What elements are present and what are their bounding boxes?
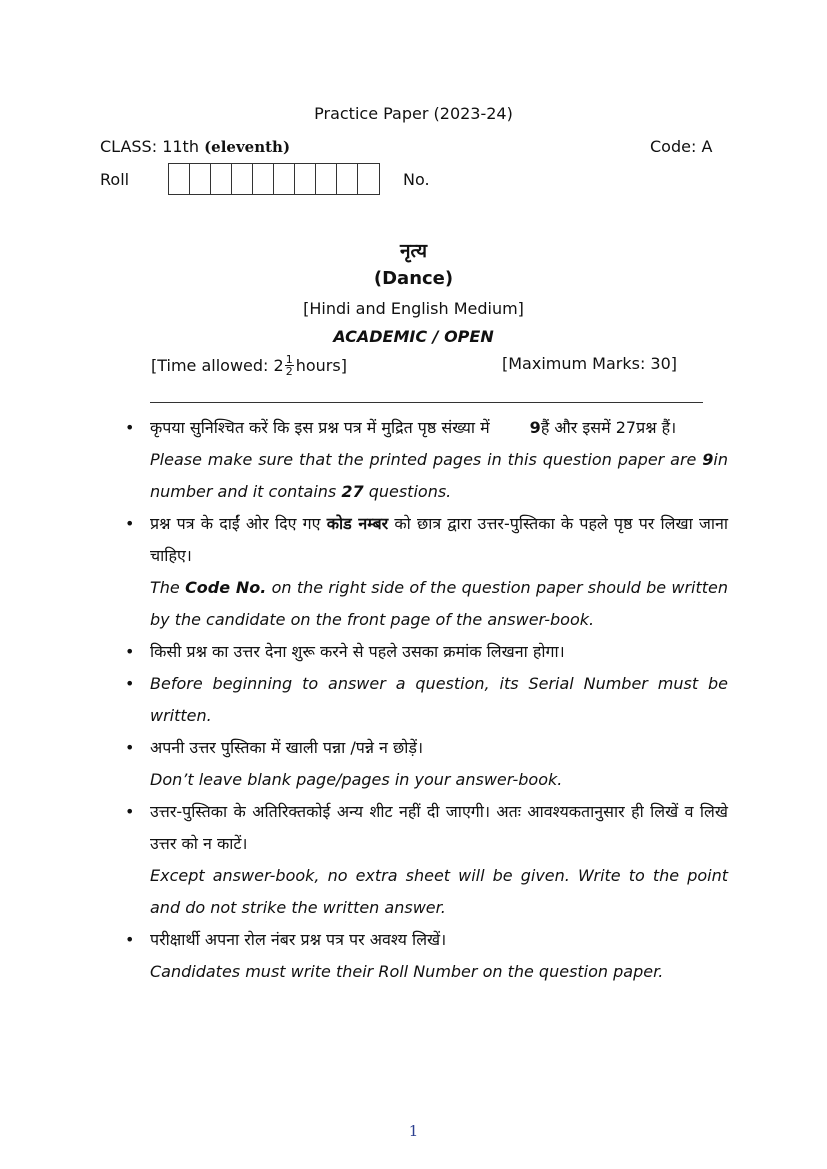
fraction-numerator: 1 (285, 353, 293, 366)
medium-note: [Hindi and English Medium] (303, 299, 524, 318)
instruction-hindi: • कृपया सुनिश्चित करें कि इस प्रश्न पत्र में मुद्रित पृष्ठ संख्या में 9हैं और इसमें 27प्रश्न हैं। (150, 418, 677, 437)
roll-box (316, 164, 337, 194)
roll-box (358, 164, 379, 194)
instruction-english: Except answer-book, no extra sheet will be given. Write to the point and do not strike the written answer. (150, 866, 728, 917)
instruction-item (150, 412, 728, 508)
instruction-item (150, 732, 728, 796)
subject-hindi: नृत्य (399, 240, 428, 262)
instruction-item (150, 796, 728, 924)
page-number: 1 (408, 1122, 419, 1140)
instruction-item (150, 636, 728, 668)
instructions-list (150, 412, 728, 988)
instruction-hindi: • किसी प्रश्न का उत्तर देना शुरू करने से पहले उसका क्रमांक लिखना होगा। (150, 642, 565, 661)
instruction-english: • Before beginning to answer a question, its Serial Number must be written. (150, 674, 728, 725)
time-suffix: hours] (295, 356, 347, 375)
time-fraction (285, 354, 294, 377)
fraction-denominator: 2 (285, 365, 293, 378)
class-label: CLASS: 11th (100, 137, 199, 156)
instruction-hindi: • उत्तर-पुस्तिका के अतिरिक्तकोई अन्य शीट नहीं दी जाएगी। अतः आवश्यकतानुसार ही लिखें व लिखे उत्तर को न काटें। (150, 802, 728, 853)
instruction-item (150, 924, 728, 988)
roll-box (169, 164, 190, 194)
instruction-english: The Code No. on the right side of the question paper should be written by the candidate on the front page of the answer-book. (150, 578, 729, 629)
stream-label: ACADEMIC / OPEN (333, 327, 494, 346)
instruction-english: Don’t leave blank page/pages in your answer-book. (150, 770, 563, 789)
instruction-item (150, 508, 728, 636)
roll-box (232, 164, 253, 194)
maximum-marks: [Maximum Marks: 30] (502, 354, 678, 373)
roll-box (295, 164, 316, 194)
instruction-english: Please make sure that the printed pages in this question paper are 9in number and it contains 27 questions. (150, 450, 728, 501)
paper-title: Practice Paper (2023-24) (314, 104, 513, 123)
time-prefix: [Time allowed: 2 (151, 356, 284, 375)
instruction-item (150, 668, 728, 732)
roll-box (190, 164, 211, 194)
class-line (100, 137, 290, 156)
roll-box (337, 164, 358, 194)
roll-box (274, 164, 295, 194)
roll-label: Roll (100, 170, 130, 189)
subject-english: (Dance) (373, 268, 454, 289)
paper-code: Code: A (650, 137, 713, 156)
class-word: (eleventh) (204, 138, 291, 156)
instruction-hindi: • परीक्षार्थी अपना रोल नंबर प्रश्न पत्र पर अवश्य लिखें। (150, 930, 447, 949)
roll-box (211, 164, 232, 194)
time-allowed (151, 354, 347, 377)
instruction-hindi: • प्रश्न पत्र के दाईं ओर दिए गए कोड नम्बर को छात्र द्वारा उत्तर-पुस्तिका के पहले पृष्ठ पर लिखा जाना चाहिए। (150, 514, 728, 565)
instruction-english: Candidates must write their Roll Number on the question paper. (150, 962, 664, 981)
roll-box (253, 164, 274, 194)
header-divider (150, 402, 703, 403)
instruction-hindi: • अपनी उत्तर पुस्तिका में खाली पन्ना /पन्ने न छोड़ें। (150, 738, 424, 757)
roll-suffix: No. (403, 170, 430, 189)
roll-number-boxes (168, 163, 380, 195)
